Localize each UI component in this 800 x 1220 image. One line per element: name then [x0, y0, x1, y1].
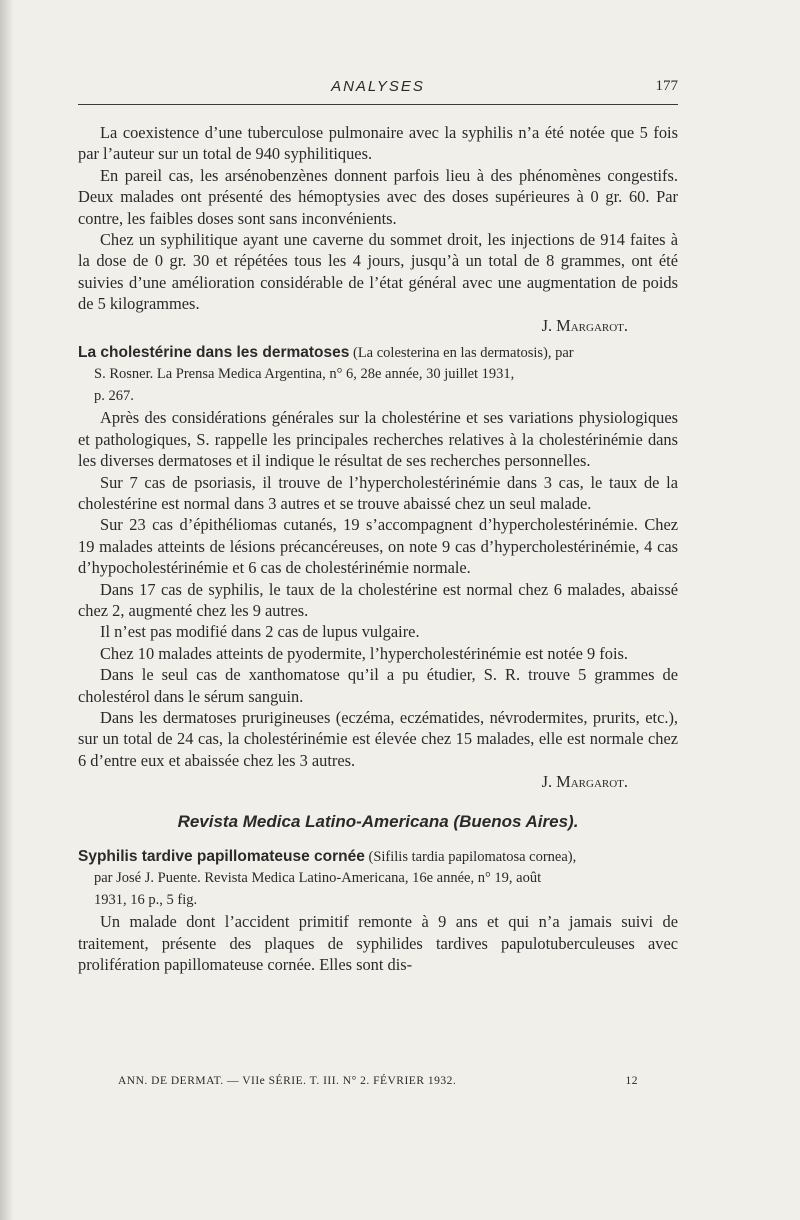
- reference-line: p. 267.: [94, 387, 134, 404]
- paragraph: Chez un syphilitique ayant une caverne du sommet droit, les injections de 914 faites à la dose de 0 gr. 30 et répétées tous les 4 jours, jusqu’à un total de 8 grammes, ont été suivies d’une amélioration considérable de l’état général avec une augmentation de poids de 5 kilogrammes.: [78, 230, 678, 314]
- article-title: Syphilis tardive papillomateuse cornée: [78, 848, 365, 865]
- reference-line: S. Rosner. La Prensa Medica Argentina, n° 6, 28e année, 30 juillet 1931,: [94, 366, 515, 383]
- running-title: ANALYSES: [331, 78, 425, 95]
- paragraph: Sur 23 cas d’épithéliomas cutanés, 19 s’accompagnent d’hypercholestérinémie. Chez 19 malades atteints de lésions précancéreuses, on note 9 cas d’hypercholestérinémie, 4 cas d’hypocholestérinémie et 6 cas de cholestérinémie normale.: [78, 515, 678, 578]
- paragraph: Dans le seul cas de xanthomatose qu’il a pu étudier, S. R. trouve 5 grammes de cholestérol dans le sérum sanguin.: [78, 665, 678, 706]
- reference-text: (Sifilis tardia papilomatosa cornea),: [368, 849, 577, 865]
- footer-number: 12: [625, 1075, 638, 1087]
- paragraph: En pareil cas, les arsénobenzènes donnent parfois lieu à des phénomènes congestifs. Deux malades ont présenté des hémoptysies avec des doses supérieures à 0 gr. 60. Par contre, les faibles doses sont sans inconvénients.: [78, 165, 678, 228]
- reference-text: (La colesterina en las dermatosis), par: [353, 345, 574, 362]
- paragraph: Après des considérations générales sur la cholestérine et ses variations physiologiques et pathologiques, S. rappelle les principales recherches relatives à la cholestérinémie dans les diverses dermatoses et il indique le résultat de ses recherches personnelles.: [78, 408, 678, 471]
- signature: J. Margarot.: [541, 772, 628, 792]
- paragraph: Dans 17 cas de syphilis, le taux de la cholestérine est normal chez 6 malades, abaissé chez 2, augmenté chez les 9 autres.: [78, 579, 678, 620]
- paragraph: Il n’est pas modifié dans 2 cas de lupus vulgaire.: [100, 622, 420, 642]
- article-reference: [78, 846, 678, 868]
- reference-line: 1931, 16 p., 5 fig.: [94, 891, 198, 908]
- article-reference: [78, 342, 678, 364]
- journal-heading: Revista Medica Latino-Americana (Buenos Aires).: [177, 811, 579, 831]
- signature: J. Margarot.: [541, 315, 628, 335]
- page-number: 177: [655, 78, 678, 94]
- page-edge-shadow: [0, 0, 14, 1220]
- paragraph: Sur 7 cas de psoriasis, il trouve de l’hypercholestérinémie dans 3 cas, le taux de la cholestérine est normal dans 3 autres et se trouve abaissé chez un seul malade.: [78, 472, 678, 513]
- reference-line: par José J. Puente. Revista Medica Latino-Americana, 16e année, n° 19, août: [94, 870, 542, 887]
- paragraph: Dans les dermatoses prurigineuses (eczéma, eczématides, névrodermites, prurits, etc.), sur un total de 24 cas, la cholestérinémie est élevée chez 15 malades, elle est normale chez 6 d’entre eux et abaissée chez les 3 autres.: [78, 707, 678, 770]
- article-title: La cholestérine dans les dermatoses: [78, 344, 350, 362]
- header-rule: [78, 104, 678, 105]
- paragraph: La coexistence d’une tuberculose pulmonaire avec la syphilis n’a été notée que 5 fois par l’auteur sur un total de 940 syphilitiques.: [78, 123, 678, 164]
- page-footer: [118, 1075, 638, 1087]
- running-header: [78, 78, 678, 102]
- footer-citation: ANN. DE DERMAT. — VIIe SÉRIE. T. III. N° 2. FÉVRIER 1932.: [118, 1075, 457, 1087]
- paragraph: Un malade dont l’accident primitif remonte à 9 ans et qui n’a jamais suivi de traitement, présente des plaques de syphilides tardives papulotuberculeuses avec prolifération papillomateuse cornée. Elles sont dis-: [78, 912, 678, 975]
- paragraph: Chez 10 malades atteints de pyodermite, l’hypercholestérinémie est notée 9 fois.: [100, 643, 628, 663]
- page-body: [78, 122, 678, 975]
